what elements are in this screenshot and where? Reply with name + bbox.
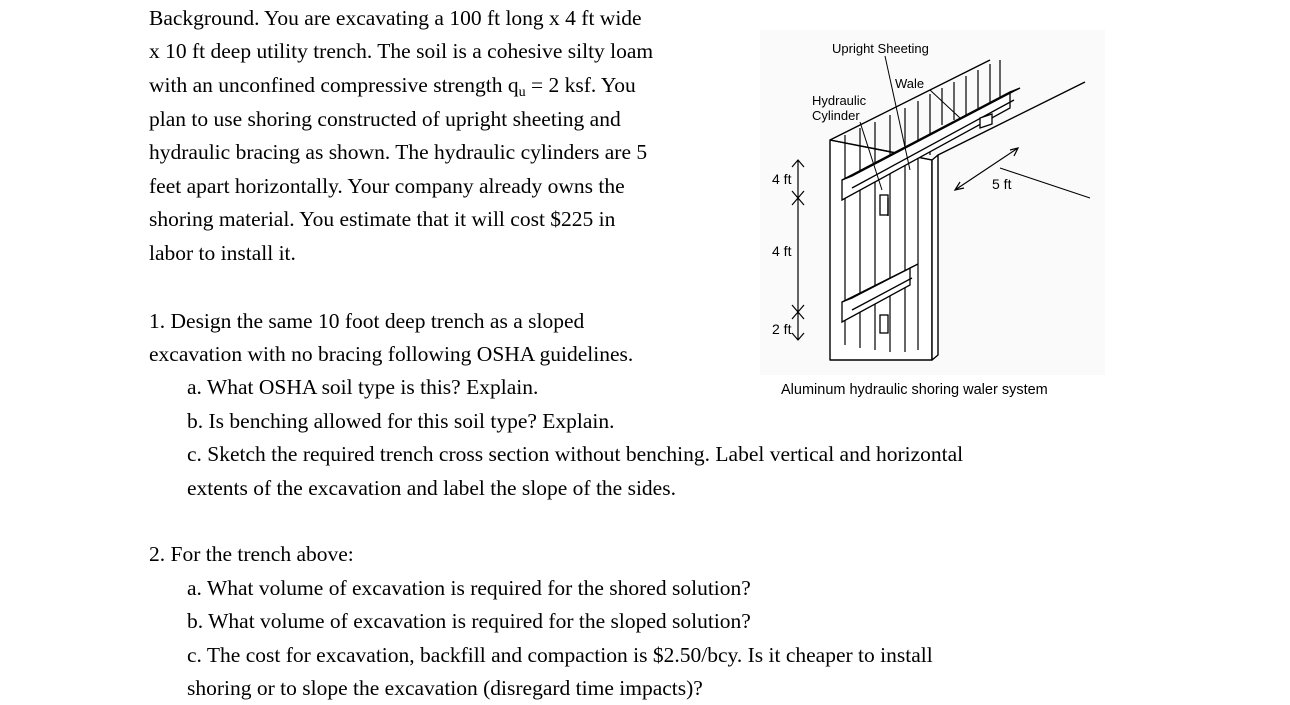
background-line-5: hydraulic bracing as shown. The hydraulic cylinders are 5 xyxy=(149,140,648,164)
background-line-8: labor to install it. xyxy=(149,241,296,265)
shoring-figure xyxy=(760,30,1105,375)
shoring-diagram xyxy=(760,30,1105,375)
background-line-3 xyxy=(149,75,636,100)
q1-part-a: a. What OSHA soil type is this? Explain. xyxy=(187,375,539,399)
q2-part-c-line-1: c. The cost for excavation, backfill and compaction is $2.50/bcy. Is it cheaper to install xyxy=(187,643,933,667)
qu-text: with an unconfined compressive strength q xyxy=(149,73,519,97)
figure-caption: Aluminum hydraulic shoring waler system xyxy=(781,382,1048,398)
background-line-6: feet apart horizontally. Your company already owns the xyxy=(149,174,625,198)
background-line-7: shoring material. You estimate that it will cost $225 in xyxy=(149,207,616,231)
wale-label: Wale xyxy=(895,76,925,91)
qu-subscript: u xyxy=(518,85,526,100)
vertical-dimension-arrows xyxy=(792,160,804,340)
q1-line-1: 1. Design the same 10 foot deep trench as a sloped xyxy=(149,309,585,333)
q2-title: 2. For the trench above: xyxy=(149,542,354,566)
q1-line-2: excavation with no bracing following OSHA guidelines. xyxy=(149,342,634,366)
q2-part-c-line-2: shoring or to slope the excavation (disregard time impacts)? xyxy=(187,676,703,700)
dimension-top-label: 4 ft xyxy=(772,171,792,187)
q1-part-c-line-1: c. Sketch the required trench cross section without benching. Label vertical and horizontal xyxy=(187,442,964,466)
hydraulic-label: Hydraulic xyxy=(812,93,867,108)
trench-side-face xyxy=(932,155,938,360)
dimension-middle-label: 4 ft xyxy=(772,243,792,259)
q1-part-b: b. Is benching allowed for this soil type? Explain. xyxy=(187,409,615,433)
q1-part-c-line-2: extents of the excavation and label the slope of the sides. xyxy=(187,476,676,500)
qu-value: = 2 ksf. You xyxy=(525,73,636,97)
dimension-bottom-label: 2 ft xyxy=(772,321,792,337)
q2-part-a: a. What volume of excavation is required for the shored solution? xyxy=(187,576,751,600)
q2-part-b: b. What volume of excavation is required for the sloped solution? xyxy=(187,609,751,633)
background-line-4: plan to use shoring constructed of upright sheeting and xyxy=(149,107,621,131)
upright-sheeting-label: Upright Sheeting xyxy=(832,41,929,56)
cylinder-label: Cylinder xyxy=(812,108,860,123)
spacing-label: 5 ft xyxy=(992,176,1012,192)
background-line-1: Background. You are excavating a 100 ft long x 4 ft wide xyxy=(149,6,642,30)
background-line-2: x 10 ft deep utility trench. The soil is a cohesive silty loam xyxy=(149,39,654,63)
